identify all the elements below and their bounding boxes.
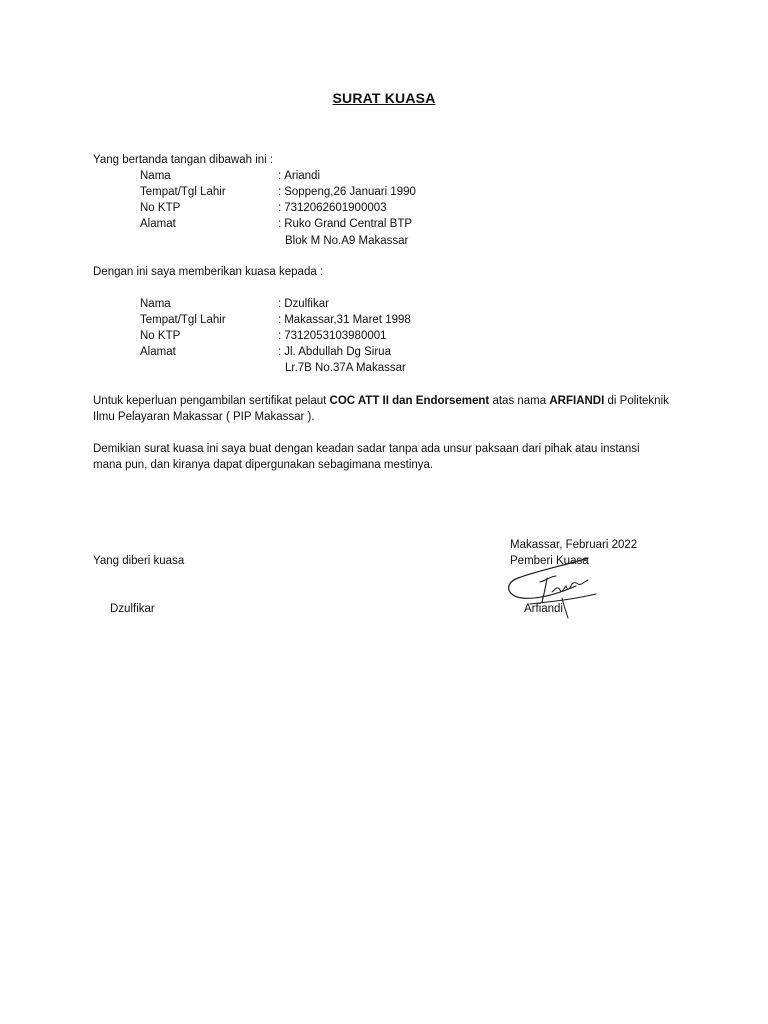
grantor-birth-value-wrap: : Soppeng,26 Januari 1990: [278, 186, 416, 198]
grantor-name-value-wrap: : Ariandi: [278, 170, 321, 182]
purpose-text-post: di Politeknik: [604, 395, 669, 407]
closing-line1: Demikian surat kuasa ini saya buat dengan keadan sadar tanpa ada unsur paksaan dari pihak atau instansi: [93, 443, 640, 455]
grantor-ktp-value-wrap: : 7312062601900003: [278, 202, 387, 214]
grantee-signer-name: Dzulfikar: [110, 603, 155, 615]
grantor-name-row: [140, 168, 640, 184]
document-title: SURAT KUASA: [332, 90, 436, 106]
grantee-birth-value-wrap: : Makassar,31 Maret 1998: [278, 314, 411, 326]
purpose-line1: [93, 393, 669, 409]
grantor-ktp-row: [140, 200, 640, 216]
grantee-birth-row: [140, 312, 640, 328]
grantee-birth-value: Makassar,31 Maret 1998: [284, 314, 411, 326]
grantee-ktp-label: No KTP: [140, 330, 181, 342]
grantor-address-line2: Blok M No.A9 Makassar: [285, 235, 409, 247]
grantor-ktp-value: 7312062601900003: [284, 202, 387, 214]
grantor-name-value: Ariandi: [284, 170, 321, 182]
grantee-ktp-value-wrap: : 7312053103980001: [278, 330, 387, 342]
grantee-role: Yang diberi kuasa: [93, 555, 185, 567]
grantee-ktp-value: 7312053103980001: [284, 330, 387, 342]
grantee-name-value-wrap: : Dzulfikar: [278, 298, 329, 310]
grantor-address-row: [140, 216, 640, 232]
grantee-address-line2: Lr.7B No.37A Makassar: [285, 362, 406, 374]
purpose-owner-name: ARFIANDI: [549, 395, 605, 407]
grantee-address-row: [140, 344, 640, 360]
grantee-name-value: Dzulfikar: [284, 298, 329, 310]
grantor-ktp-label: No KTP: [140, 202, 181, 214]
delegation-text: Dengan ini saya memberikan kuasa kepada :: [93, 266, 324, 278]
grantor-signer-name: Arfiandi: [524, 603, 563, 615]
grantee-address-line1: Jl. Abdullah Dg Sirua: [284, 346, 391, 358]
grantor-address-value-wrap: : Ruko Grand Central BTP: [278, 218, 413, 230]
grantee-name-label: Nama: [140, 298, 171, 310]
grantor-role: Pemberi Kuasa: [510, 555, 589, 567]
purpose-line2: Ilmu Pelayaran Makassar ( PIP Makassar ).: [93, 411, 315, 423]
grantor-name-label: Nama: [140, 170, 171, 182]
grantee-address-value-wrap: : Jl. Abdullah Dg Sirua: [278, 346, 391, 358]
grantee-birth-label: Tempat/Tgl Lahir: [140, 314, 226, 326]
grantor-birth-label: Tempat/Tgl Lahir: [140, 186, 226, 198]
grantee-address-label: Alamat: [140, 346, 176, 358]
grantor-address-line1: Ruko Grand Central BTP: [284, 218, 413, 230]
purpose-text-pre: Untuk keperluan pengambilan sertifikat pelaut: [93, 395, 330, 407]
grantor-birth-row: [140, 184, 640, 200]
grantor-birth-value: Soppeng,26 Januari 1990: [284, 186, 416, 198]
grantee-ktp-row: [140, 328, 640, 344]
place-date: Makassar, Februari 2022: [510, 539, 638, 551]
purpose-certificate: COC ATT II dan Endorsement: [329, 395, 490, 407]
grantor-address-label: Alamat: [140, 218, 176, 230]
closing-line2: mana pun, dan kiranya dapat dipergunakan sebagimana mestinya.: [93, 459, 434, 471]
purpose-text-mid: atas nama: [489, 395, 550, 407]
intro-text: Yang bertanda tangan dibawah ini :: [93, 154, 274, 166]
grantee-name-row: [140, 296, 640, 312]
